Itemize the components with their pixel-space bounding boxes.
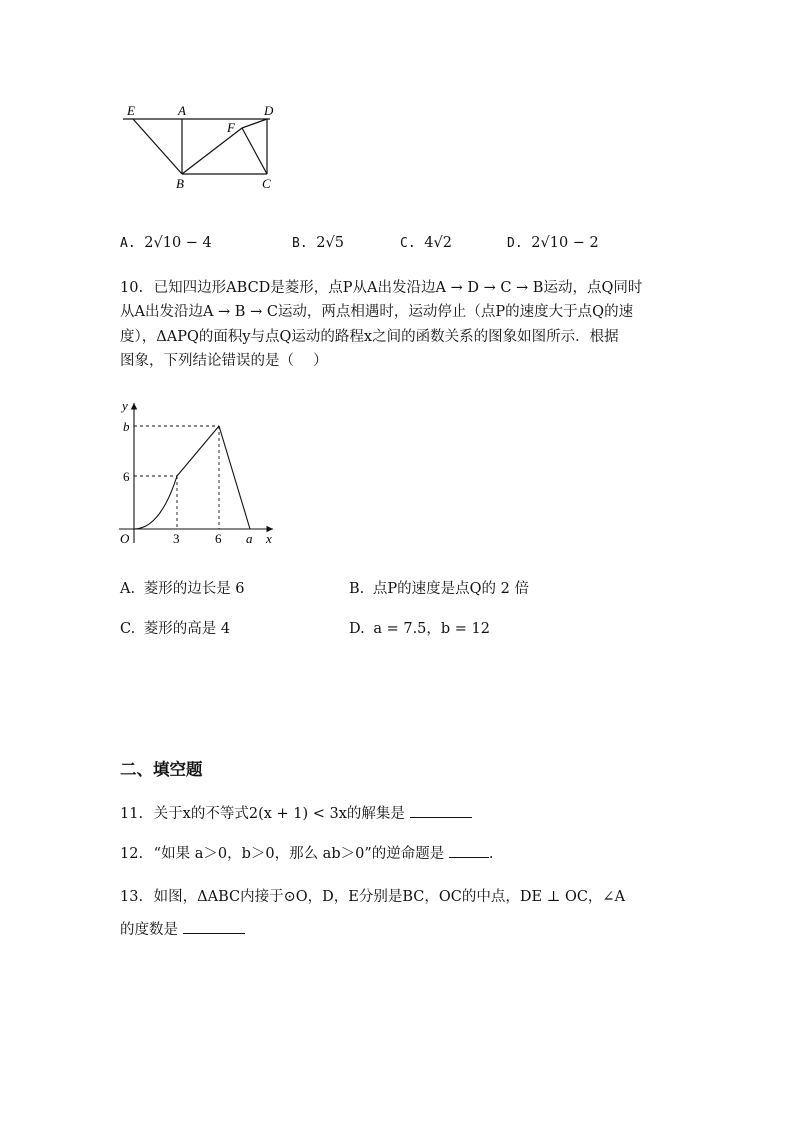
option-value: 2√10 − 2	[531, 235, 599, 251]
q10-option-b	[349, 579, 529, 599]
q9-option-a	[120, 233, 212, 254]
origin-label: O	[120, 531, 130, 546]
question-text: 已知四边形ABCD是菱形，点P从A出发沿边A → D → C → B运动，点Q同时	[153, 280, 643, 296]
label-A: A	[178, 103, 186, 118]
rising-segment	[177, 426, 219, 476]
segment-FD	[242, 119, 267, 128]
q9-option-c	[400, 233, 452, 254]
answer-blank[interactable]	[449, 843, 489, 858]
option-text: 点P的速度是点Q的 2 倍	[372, 581, 529, 597]
option-value: 4√2	[424, 235, 452, 251]
option-text: a = 7.5，b = 12	[373, 621, 491, 637]
segment-EB	[133, 119, 182, 174]
option-text: 菱形的边长是 6	[143, 581, 245, 597]
q13-line-2	[120, 919, 245, 940]
geometry-figure-q9	[115, 100, 290, 195]
option-letter: A.	[120, 236, 136, 251]
option-text: 菱形的高是 4	[143, 621, 231, 637]
x-tick-3: 3	[173, 531, 180, 546]
option-letter: A.	[120, 581, 136, 597]
option-letter: D.	[349, 621, 365, 637]
q9-option-b	[292, 233, 344, 254]
question-text: “如果 a＞0，b＞0，那么 ab＞0”的逆命题是	[153, 846, 445, 862]
segment-FC	[242, 128, 267, 174]
label-B: B	[176, 176, 184, 191]
label-D: D	[264, 103, 274, 118]
falling-segment	[219, 426, 250, 529]
option-letter: D.	[507, 236, 523, 251]
q10-line-1	[120, 278, 642, 298]
question-text: 关于x的不等式2(x + 1) < 3x的解集是	[153, 806, 405, 822]
question-text: 如图，ΔABC内接于⊙O，D，E分别是BC，OC的中点，DE ⊥ OC，∠A	[153, 889, 626, 905]
question-number: 12.	[120, 846, 144, 862]
x-tick-6: 6	[215, 531, 222, 546]
q10-line-3: 度），ΔAPQ的面积y与点Q运动的路程x之间的函数关系的图象如图所示．根据	[120, 329, 619, 345]
label-C: C	[262, 176, 271, 191]
option-letter: B.	[349, 581, 365, 597]
q10-line-2: 从A出发沿边A → B → C运动，两点相遇时，运动停止（点P的速度大于点Q的速	[120, 304, 634, 320]
y-axis-label: y	[122, 398, 128, 413]
y-tick-b: b	[123, 419, 130, 434]
label-F: F	[227, 120, 235, 135]
curve-segment	[134, 476, 177, 529]
q10-option-a	[120, 579, 245, 599]
section-title: 二、填空题	[120, 760, 203, 779]
q11	[120, 803, 472, 824]
answer-blank[interactable]	[410, 803, 472, 818]
option-letter: C.	[400, 236, 416, 251]
y-tick-6: 6	[123, 469, 130, 484]
answer-blank[interactable]	[183, 919, 245, 934]
option-letter: B.	[292, 236, 308, 251]
q12	[120, 843, 493, 864]
q10-option-d	[349, 619, 490, 639]
period: .	[488, 846, 494, 862]
q10-option-c	[120, 619, 230, 639]
option-value: 2√5	[316, 235, 344, 251]
question-number: 13.	[120, 889, 144, 905]
x-tick-a: a	[246, 531, 253, 546]
label-E: E	[127, 103, 135, 118]
question-number: 10.	[120, 280, 144, 296]
q13-line-1	[120, 887, 625, 907]
question-number: 11.	[120, 806, 144, 822]
q10-line-4: 图象，下列结论错误的是（ ）	[120, 353, 328, 369]
x-axis-label: x	[266, 531, 272, 546]
function-graph	[115, 395, 280, 550]
q9-option-d	[507, 233, 599, 254]
option-letter: C.	[120, 621, 136, 637]
question-text: 的度数是	[120, 922, 178, 938]
option-value: 2√10 − 4	[144, 235, 212, 251]
